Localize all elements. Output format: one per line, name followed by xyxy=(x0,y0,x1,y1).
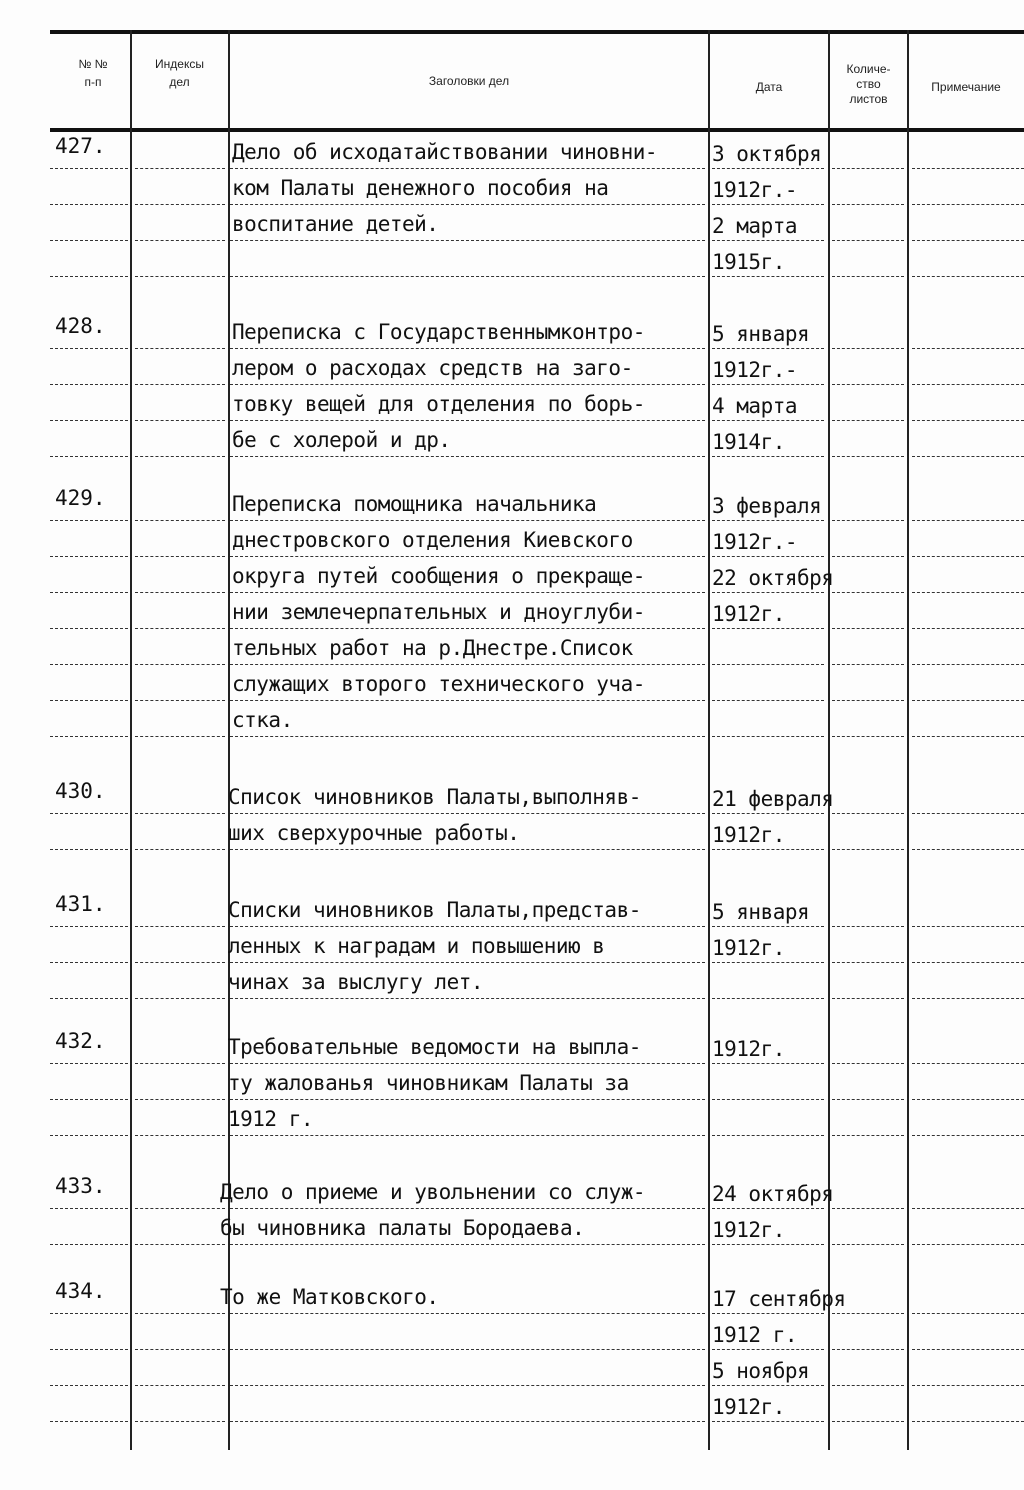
row-rule xyxy=(135,420,225,422)
entry-title-line: ленных к наградам и повышению в xyxy=(228,934,605,958)
row-rule xyxy=(230,849,705,851)
header-note: Примечание xyxy=(931,80,1001,94)
entry-number: 434. xyxy=(55,1279,106,1303)
row-rule xyxy=(230,556,705,558)
row-rule xyxy=(135,998,225,1000)
row-rule xyxy=(50,348,128,350)
row-rule xyxy=(50,700,128,702)
row-rule xyxy=(712,1208,824,1210)
row-rule xyxy=(230,628,705,630)
row-rule xyxy=(135,556,225,558)
row-rule xyxy=(50,168,128,170)
row-rule xyxy=(832,926,904,928)
row-rule xyxy=(135,1385,225,1387)
row-rule xyxy=(50,664,128,666)
entry-date-line: 3 октября xyxy=(712,142,822,166)
row-rule xyxy=(912,592,1024,594)
row-rule xyxy=(230,1385,705,1387)
row-rule xyxy=(135,926,225,928)
row-rule xyxy=(832,384,904,386)
row-rule xyxy=(230,276,705,278)
entry-date-line: 1915г. xyxy=(712,250,785,274)
row-rule xyxy=(712,1349,824,1351)
row-rule xyxy=(50,204,128,206)
row-rule xyxy=(230,348,705,350)
row-rule xyxy=(712,736,824,738)
entry-date-line: 1912 г. xyxy=(712,1323,798,1347)
entry-title-line: Списки чиновников Палаты,представ- xyxy=(228,898,641,922)
row-rule xyxy=(135,1208,225,1210)
row-rule xyxy=(832,813,904,815)
entry-title-line: служащих второго технического уча- xyxy=(232,672,645,696)
row-rule xyxy=(832,1313,904,1315)
entry-title-line: ком Палаты денежного пособия на xyxy=(232,176,609,200)
row-rule xyxy=(832,1385,904,1387)
row-rule xyxy=(50,592,128,594)
row-rule xyxy=(230,384,705,386)
row-rule xyxy=(230,664,705,666)
row-rule xyxy=(50,1135,128,1137)
entry-title-line: днестровского отделения Киевского xyxy=(232,528,633,552)
row-rule xyxy=(230,168,705,170)
row-rule xyxy=(50,1208,128,1210)
entry-date-line: 24 октября xyxy=(712,1182,834,1206)
entry-title-line: Список чиновников Палаты,выполняв- xyxy=(228,785,641,809)
row-rule xyxy=(50,1063,128,1065)
row-rule xyxy=(712,1135,824,1137)
row-rule xyxy=(912,700,1024,702)
header-number: № № п-п xyxy=(78,57,108,89)
row-rule xyxy=(230,1135,705,1137)
row-rule xyxy=(832,1208,904,1210)
row-rule xyxy=(912,1385,1024,1387)
entry-title-line: стка. xyxy=(232,708,293,732)
entry-date-line: 22 октября xyxy=(712,566,834,590)
row-rule xyxy=(832,1063,904,1065)
entry-date-line: 1912г. xyxy=(712,1218,785,1242)
header-bottom-border xyxy=(50,128,1024,132)
entry-date-line: 1912г. xyxy=(712,823,785,847)
row-rule xyxy=(230,1208,705,1210)
entry-date-line: 21 февраля xyxy=(712,787,834,811)
row-rule xyxy=(135,628,225,630)
row-rule xyxy=(50,1313,128,1315)
row-rule xyxy=(230,700,705,702)
entry-title-line: Дело о приеме и увольнении со служ- xyxy=(220,1180,646,1204)
row-rule xyxy=(230,1313,705,1315)
row-rule xyxy=(50,998,128,1000)
row-rule xyxy=(912,962,1024,964)
row-rule xyxy=(712,1385,824,1387)
entry-date-line: 1912г. xyxy=(712,1037,785,1061)
row-rule xyxy=(135,1421,225,1423)
row-rule xyxy=(230,926,705,928)
row-rule xyxy=(912,1099,1024,1101)
column-divider xyxy=(907,30,909,1450)
entry-title-line: тельных работ на р.Днестре.Список xyxy=(232,636,633,660)
header-index: Индексы дел xyxy=(155,57,204,89)
row-rule xyxy=(712,240,824,242)
row-rule xyxy=(712,1244,824,1246)
row-rule xyxy=(712,204,824,206)
row-rule xyxy=(912,276,1024,278)
row-rule xyxy=(832,168,904,170)
row-rule xyxy=(135,1244,225,1246)
row-rule xyxy=(230,420,705,422)
row-rule xyxy=(832,204,904,206)
row-rule xyxy=(912,168,1024,170)
entry-number: 432. xyxy=(55,1029,106,1053)
row-rule xyxy=(832,420,904,422)
row-rule xyxy=(50,384,128,386)
row-rule xyxy=(135,240,225,242)
row-rule xyxy=(832,998,904,1000)
row-rule xyxy=(712,664,824,666)
entry-title-line: воспитание детей. xyxy=(232,212,439,236)
entry-title-line: ших сверхурочные работы. xyxy=(228,821,520,845)
row-rule xyxy=(912,240,1024,242)
row-rule xyxy=(230,1099,705,1101)
row-rule xyxy=(50,456,128,458)
row-rule xyxy=(912,1208,1024,1210)
row-rule xyxy=(712,348,824,350)
row-rule xyxy=(50,962,128,964)
row-rule xyxy=(50,556,128,558)
row-rule xyxy=(230,1421,705,1423)
row-rule xyxy=(712,813,824,815)
row-rule xyxy=(912,1135,1024,1137)
column-divider xyxy=(708,30,710,1450)
row-rule xyxy=(712,1421,824,1423)
row-rule xyxy=(912,664,1024,666)
row-rule xyxy=(832,849,904,851)
header-title: Заголовки дел xyxy=(428,74,510,88)
row-rule xyxy=(712,1313,824,1315)
entry-number: 433. xyxy=(55,1174,106,1198)
entry-title-line: чинах за выслугу лет. xyxy=(228,970,484,994)
row-rule xyxy=(135,204,225,206)
row-rule xyxy=(912,926,1024,928)
row-rule xyxy=(912,998,1024,1000)
row-rule xyxy=(135,700,225,702)
row-rule xyxy=(50,628,128,630)
row-rule xyxy=(712,384,824,386)
header-sheet-count: Количе- ство листов xyxy=(846,62,891,106)
entry-date-line: 1912г.- xyxy=(712,358,798,382)
row-rule xyxy=(912,1244,1024,1246)
entry-date-line: 1912г. xyxy=(712,602,785,626)
row-rule xyxy=(50,736,128,738)
row-rule xyxy=(912,1421,1024,1423)
entry-date-line: 4 марта xyxy=(712,394,798,418)
entry-number: 431. xyxy=(55,892,106,916)
row-rule xyxy=(912,384,1024,386)
row-rule xyxy=(230,998,705,1000)
row-rule xyxy=(135,664,225,666)
row-rule xyxy=(832,348,904,350)
row-rule xyxy=(912,1063,1024,1065)
row-rule xyxy=(50,1244,128,1246)
row-rule xyxy=(712,592,824,594)
row-rule xyxy=(712,1063,824,1065)
row-rule xyxy=(712,520,824,522)
row-rule xyxy=(832,1135,904,1137)
row-rule xyxy=(50,849,128,851)
row-rule xyxy=(712,168,824,170)
row-rule xyxy=(912,204,1024,206)
row-rule xyxy=(135,456,225,458)
entry-title-line: нии землечерпательных и дноуглуби- xyxy=(232,600,645,624)
row-rule xyxy=(135,520,225,522)
row-rule xyxy=(135,384,225,386)
row-rule xyxy=(832,592,904,594)
row-rule xyxy=(135,1135,225,1137)
row-rule xyxy=(832,556,904,558)
entry-date-line: 1912г.- xyxy=(712,530,798,554)
row-rule xyxy=(832,736,904,738)
row-rule xyxy=(50,420,128,422)
row-rule xyxy=(832,1421,904,1423)
row-rule xyxy=(50,1421,128,1423)
row-rule xyxy=(135,849,225,851)
row-rule xyxy=(832,240,904,242)
row-rule xyxy=(135,276,225,278)
row-rule xyxy=(912,1349,1024,1351)
row-rule xyxy=(832,456,904,458)
row-rule xyxy=(832,276,904,278)
row-rule xyxy=(230,456,705,458)
row-rule xyxy=(832,1244,904,1246)
top-border xyxy=(50,30,1024,34)
row-rule xyxy=(712,962,824,964)
row-rule xyxy=(135,1313,225,1315)
entry-number: 430. xyxy=(55,779,106,803)
entry-date-line: 5 ноября xyxy=(712,1359,810,1383)
row-rule xyxy=(135,1099,225,1101)
row-rule xyxy=(832,1099,904,1101)
row-rule xyxy=(135,736,225,738)
entry-title-line: То же Матковского. xyxy=(220,1285,439,1309)
row-rule xyxy=(912,420,1024,422)
row-rule xyxy=(230,1244,705,1246)
entry-title-line: Требовательные ведомости на выпла- xyxy=(228,1035,641,1059)
row-rule xyxy=(912,736,1024,738)
entry-date-line: 1912г. xyxy=(712,936,785,960)
row-rule xyxy=(50,1099,128,1101)
row-rule xyxy=(135,1063,225,1065)
row-rule xyxy=(712,926,824,928)
row-rule xyxy=(712,998,824,1000)
entry-number: 429. xyxy=(55,486,106,510)
row-rule xyxy=(230,813,705,815)
row-rule xyxy=(712,1099,824,1101)
row-rule xyxy=(912,556,1024,558)
entry-title-line: товку вещей для отделения по борь- xyxy=(232,392,645,416)
header-date: Дата xyxy=(755,80,783,94)
row-rule xyxy=(230,520,705,522)
entry-title-line: ту жалованья чиновникам Палаты за xyxy=(228,1071,629,1095)
entry-date-line: 3 февраля xyxy=(712,494,822,518)
row-rule xyxy=(912,520,1024,522)
row-rule xyxy=(712,276,824,278)
row-rule xyxy=(230,1349,705,1351)
row-rule xyxy=(135,962,225,964)
row-rule xyxy=(832,628,904,630)
row-rule xyxy=(135,1349,225,1351)
column-divider xyxy=(828,30,830,1450)
row-rule xyxy=(50,240,128,242)
row-rule xyxy=(50,520,128,522)
row-rule xyxy=(832,700,904,702)
row-rule xyxy=(230,962,705,964)
entry-date-line: 1912г. xyxy=(712,1395,785,1419)
row-rule xyxy=(712,456,824,458)
row-rule xyxy=(712,420,824,422)
entry-title-line: Переписка с Государственнымконтро- xyxy=(232,320,645,344)
entry-date-line: 2 марта xyxy=(712,214,798,238)
row-rule xyxy=(912,348,1024,350)
entry-title-line: бе с холерой и др. xyxy=(232,428,451,452)
row-rule xyxy=(832,520,904,522)
row-rule xyxy=(712,628,824,630)
entry-title-line: лером о расходах средств на заго- xyxy=(232,356,633,380)
entry-date-line: 5 января xyxy=(712,322,810,346)
row-rule xyxy=(832,664,904,666)
row-rule xyxy=(912,456,1024,458)
entry-title-line: 1912 г. xyxy=(228,1107,314,1131)
row-rule xyxy=(50,1349,128,1351)
row-rule xyxy=(135,592,225,594)
entry-title-line: бы чиновника палаты Бородаева. xyxy=(220,1216,585,1240)
row-rule xyxy=(135,168,225,170)
entry-date-line: 1912г.- xyxy=(712,178,798,202)
row-rule xyxy=(712,849,824,851)
entry-number: 427. xyxy=(55,134,106,158)
row-rule xyxy=(50,1385,128,1387)
entry-date-line: 1914г. xyxy=(712,430,785,454)
entry-title-line: округа путей сообщения о прекраще- xyxy=(232,564,645,588)
row-rule xyxy=(912,813,1024,815)
row-rule xyxy=(832,962,904,964)
entry-title-line: Дело об исходатайствовании чиновни- xyxy=(232,140,658,164)
row-rule xyxy=(50,276,128,278)
entry-date-line: 5 января xyxy=(712,900,810,924)
row-rule xyxy=(832,1349,904,1351)
row-rule xyxy=(135,813,225,815)
row-rule xyxy=(230,204,705,206)
row-rule xyxy=(912,1313,1024,1315)
row-rule xyxy=(230,592,705,594)
row-rule xyxy=(230,736,705,738)
row-rule xyxy=(50,813,128,815)
row-rule xyxy=(912,628,1024,630)
row-rule xyxy=(712,556,824,558)
entry-title-line: Переписка помощника начальника xyxy=(232,492,597,516)
row-rule xyxy=(230,1063,705,1065)
entry-date-line: 17 сентября xyxy=(712,1287,846,1311)
row-rule xyxy=(230,240,705,242)
entry-number: 428. xyxy=(55,314,106,338)
row-rule xyxy=(135,348,225,350)
column-divider xyxy=(130,30,132,1450)
row-rule xyxy=(50,926,128,928)
row-rule xyxy=(712,700,824,702)
row-rule xyxy=(912,849,1024,851)
